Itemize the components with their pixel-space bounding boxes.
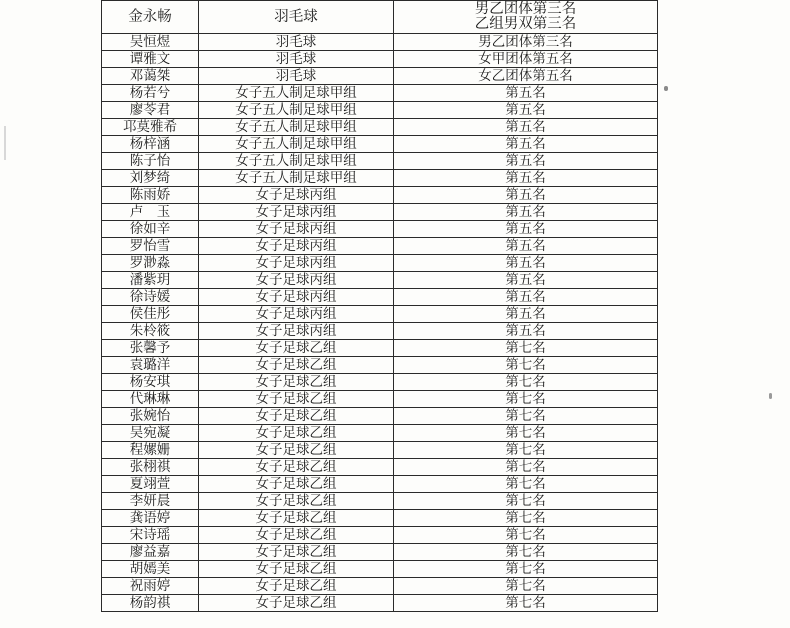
event-cell: 女子五人制足球甲组: [199, 153, 394, 170]
result-line: 第五名: [505, 220, 546, 237]
result-line: 第七名: [505, 373, 546, 390]
table-row: [102, 374, 658, 391]
event-cell: 女子足球丙组: [199, 272, 394, 289]
result-cell: [394, 459, 658, 476]
result-cell: [394, 527, 658, 544]
event-cell: 羽毛球: [199, 34, 394, 51]
table-row: [102, 51, 658, 68]
result-cell: [394, 119, 658, 136]
result-cell: [394, 255, 658, 272]
name-cell: 代琳琳: [102, 391, 199, 408]
result-line: 第七名: [505, 407, 546, 424]
result-line: 第七名: [505, 543, 546, 560]
event-cell: 女子足球丙组: [199, 289, 394, 306]
name-cell: 金永畅: [102, 1, 199, 34]
name-cell: 陈雨娇: [102, 187, 199, 204]
name-cell: 廖苓君: [102, 102, 199, 119]
table-row: [102, 136, 658, 153]
result-cell: [394, 561, 658, 578]
event-cell: 女子足球乙组: [199, 408, 394, 425]
result-line: 乙组男双第三名: [474, 16, 577, 32]
result-cell: [394, 408, 658, 425]
result-cell: [394, 238, 658, 255]
table-row: [102, 544, 658, 561]
name-cell: 杨韵祺: [102, 595, 199, 612]
result-line: 第七名: [505, 560, 546, 577]
name-cell: 张婉怡: [102, 408, 199, 425]
table-row: [102, 561, 658, 578]
name-cell: 张栩祺: [102, 459, 199, 476]
name-cell: 胡嫣美: [102, 561, 199, 578]
result-cell: [394, 306, 658, 323]
table-row: [102, 459, 658, 476]
name-cell: 徐如辛: [102, 221, 199, 238]
result-line: 第七名: [505, 509, 546, 526]
name-cell: 邛莫雅希: [102, 119, 199, 136]
result-cell: [394, 323, 658, 340]
result-cell: [394, 578, 658, 595]
result-cell: [394, 221, 658, 238]
result-cell: [394, 595, 658, 612]
table-row: [102, 119, 658, 136]
scan-speck: [769, 393, 772, 399]
event-cell: 女子足球丙组: [199, 204, 394, 221]
table-row: [102, 187, 658, 204]
table-row: [102, 255, 658, 272]
name-cell: 吴恒煜: [102, 34, 199, 51]
result-cell: [394, 476, 658, 493]
event-cell: 女子足球乙组: [199, 476, 394, 493]
table-row: [102, 425, 658, 442]
name-cell: 廖益嘉: [102, 544, 199, 561]
result-line: 女乙团体第五名: [478, 67, 573, 84]
name-cell: 龚语婷: [102, 510, 199, 527]
table-row: [102, 68, 658, 85]
award-table-body: [102, 1, 658, 612]
event-cell: 女子五人制足球甲组: [199, 85, 394, 102]
table-row: [102, 578, 658, 595]
result-line: 第七名: [505, 577, 546, 594]
event-cell: 女子足球丙组: [199, 323, 394, 340]
event-cell: 女子足球丙组: [199, 306, 394, 323]
event-cell: 女子足球乙组: [199, 425, 394, 442]
event-cell: 女子五人制足球甲组: [199, 102, 394, 119]
table-row: [102, 306, 658, 323]
result-cell: [394, 340, 658, 357]
result-cell: [394, 391, 658, 408]
result-cell: [394, 272, 658, 289]
result-line: 第五名: [505, 118, 546, 135]
name-cell: 朱柃筱: [102, 323, 199, 340]
name-cell: 程嫘姗: [102, 442, 199, 459]
result-cell: [394, 102, 658, 119]
result-cell: [394, 357, 658, 374]
event-cell: 羽毛球: [199, 68, 394, 85]
result-line: 第五名: [505, 186, 546, 203]
event-cell: 女子五人制足球甲组: [199, 136, 394, 153]
result-line: 第五名: [505, 169, 546, 186]
name-cell: 祝雨婷: [102, 578, 199, 595]
result-cell: [394, 493, 658, 510]
name-cell: 杨若兮: [102, 85, 199, 102]
result-cell: [394, 425, 658, 442]
result-line: 第五名: [505, 305, 546, 322]
result-line: 第七名: [505, 526, 546, 543]
name-cell: 罗渺淼: [102, 255, 199, 272]
result-cell: [394, 136, 658, 153]
result-line: 第五名: [505, 271, 546, 288]
table-row: [102, 272, 658, 289]
name-cell: 杨安琪: [102, 374, 199, 391]
result-line: 女甲团体第五名: [478, 50, 573, 67]
table-row: [102, 493, 658, 510]
result-cell: [394, 187, 658, 204]
name-cell: 袁璐洋: [102, 357, 199, 374]
name-cell: 邓蔼桀: [102, 68, 199, 85]
table-row: [102, 238, 658, 255]
event-cell: 羽毛球: [199, 51, 394, 68]
name-cell: 陈子怡: [102, 153, 199, 170]
result-line: 男乙团体第三名: [478, 33, 573, 50]
event-cell: 羽毛球: [199, 1, 394, 34]
name-cell: 吴宛凝: [102, 425, 199, 442]
event-cell: 女子五人制足球甲组: [199, 170, 394, 187]
result-line: 第五名: [505, 84, 546, 101]
result-line: 第五名: [505, 101, 546, 118]
event-cell: 女子足球乙组: [199, 374, 394, 391]
result-line: 第七名: [505, 441, 546, 458]
scan-shadow: [4, 126, 6, 160]
event-cell: 女子五人制足球甲组: [199, 119, 394, 136]
event-cell: 女子足球乙组: [199, 493, 394, 510]
event-cell: 女子足球乙组: [199, 442, 394, 459]
result-cell: [394, 1, 658, 34]
result-line: 第五名: [505, 237, 546, 254]
event-cell: 女子足球乙组: [199, 527, 394, 544]
table-row: [102, 357, 658, 374]
table-row: [102, 289, 658, 306]
result-cell: [394, 68, 658, 85]
result-cell: [394, 85, 658, 102]
table-row: [102, 85, 658, 102]
result-line: 第五名: [505, 288, 546, 305]
scan-speck: [664, 86, 668, 91]
table-row: [102, 595, 658, 612]
event-cell: 女子足球丙组: [199, 187, 394, 204]
name-cell: 卢 玉: [102, 204, 199, 221]
table-row: [102, 221, 658, 238]
name-cell: 侯佳彤: [102, 306, 199, 323]
name-cell: 谭雅文: [102, 51, 199, 68]
event-cell: 女子足球乙组: [199, 357, 394, 374]
table-row: [102, 510, 658, 527]
table-row: [102, 340, 658, 357]
result-line: 男乙团体第三名: [474, 1, 577, 17]
table-row: [102, 527, 658, 544]
table-row: [102, 408, 658, 425]
event-cell: 女子足球乙组: [199, 561, 394, 578]
result-line: 第五名: [505, 152, 546, 169]
name-cell: 刘梦绮: [102, 170, 199, 187]
result-cell: [394, 544, 658, 561]
name-cell: 罗怡雪: [102, 238, 199, 255]
result-cell: [394, 51, 658, 68]
table-row: [102, 102, 658, 119]
event-cell: 女子足球丙组: [199, 221, 394, 238]
name-cell: 杨梓涵: [102, 136, 199, 153]
event-cell: 女子足球乙组: [199, 544, 394, 561]
result-line: 第七名: [505, 458, 546, 475]
name-cell: 潘紫玥: [102, 272, 199, 289]
event-cell: 女子足球乙组: [199, 340, 394, 357]
event-cell: 女子足球乙组: [199, 459, 394, 476]
table-row: [102, 442, 658, 459]
result-cell: [394, 170, 658, 187]
result-line: 第五名: [505, 203, 546, 220]
table-row: [102, 153, 658, 170]
name-cell: 宋诗瑶: [102, 527, 199, 544]
result-cell: [394, 289, 658, 306]
name-cell: 李妍晨: [102, 493, 199, 510]
event-cell: 女子足球乙组: [199, 578, 394, 595]
event-cell: 女子足球丙组: [199, 255, 394, 272]
table-row: [102, 1, 658, 34]
result-cell: [394, 510, 658, 527]
result-cell: [394, 374, 658, 391]
event-cell: 女子足球乙组: [199, 510, 394, 527]
award-table: [101, 0, 658, 612]
table-row: [102, 34, 658, 51]
result-line: 第七名: [505, 492, 546, 509]
result-line: 第七名: [505, 390, 546, 407]
result-line: 第七名: [505, 424, 546, 441]
result-cell: [394, 204, 658, 221]
event-cell: 女子足球乙组: [199, 595, 394, 612]
table-row: [102, 170, 658, 187]
table-row: [102, 323, 658, 340]
table-row: [102, 391, 658, 408]
result-cell: [394, 442, 658, 459]
table-row: [102, 204, 658, 221]
result-line: 第五名: [505, 135, 546, 152]
name-cell: 夏翊萱: [102, 476, 199, 493]
result-line: 第七名: [505, 594, 546, 611]
result-line: 第七名: [505, 339, 546, 356]
event-cell: 女子足球乙组: [199, 391, 394, 408]
name-cell: 徐诗媛: [102, 289, 199, 306]
result-line: 第七名: [505, 356, 546, 373]
result-cell: [394, 34, 658, 51]
result-line: 第五名: [505, 254, 546, 271]
name-cell: 张馨予: [102, 340, 199, 357]
table-row: [102, 476, 658, 493]
result-line: 第五名: [505, 322, 546, 339]
event-cell: 女子足球丙组: [199, 238, 394, 255]
result-cell: [394, 153, 658, 170]
result-line: 第七名: [505, 475, 546, 492]
